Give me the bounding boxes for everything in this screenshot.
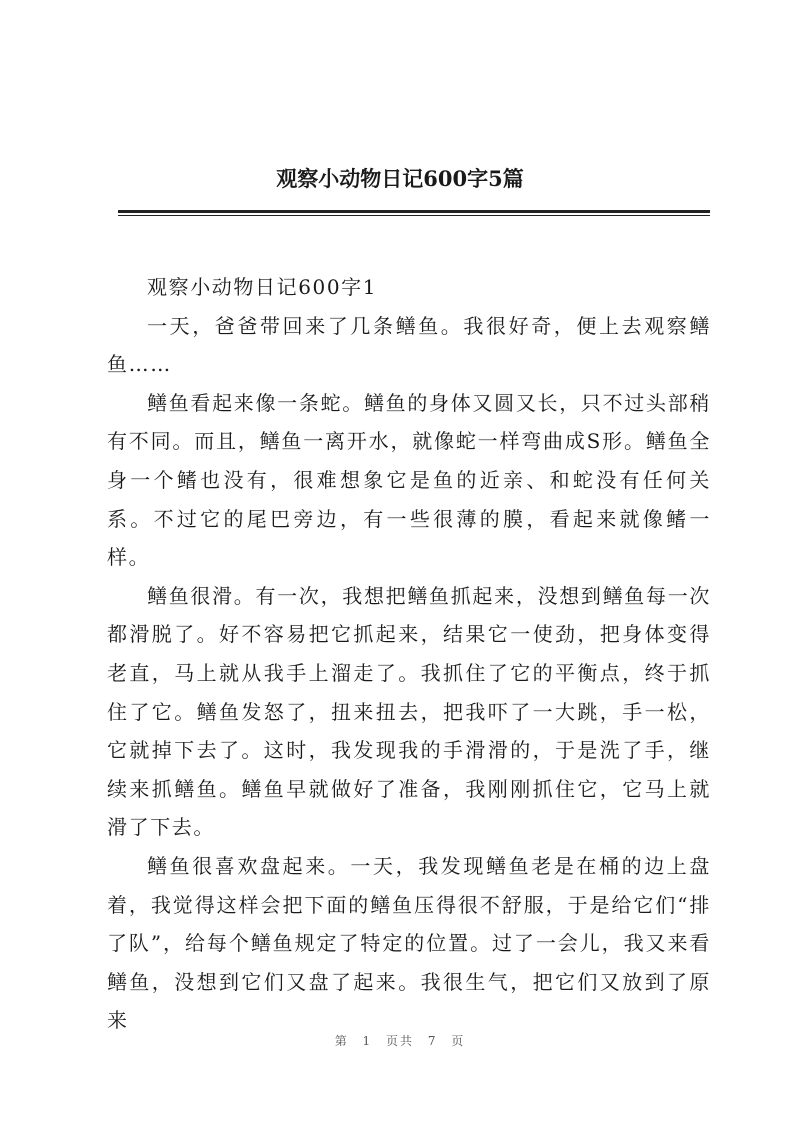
- paragraph-2: 鳝鱼看起来像一条蛇。鳝鱼的身体又圆又长，只不过头部稍有不同。而且，鳝鱼一离开水，就像蛇一样弯曲成S形。鳝鱼全身一个鳍也没有，很难想象它是鱼的近亲、和蛇没有任何关系。不过它的尾巴旁边，有一些很薄的膜，看起来就像鳍一样。: [107, 390, 711, 570]
- document-body: [107, 268, 711, 1040]
- paragraph-1: 一天，爸爸带回来了几条鳝鱼。我很好奇，便上去观察鳝鱼……: [107, 313, 711, 377]
- section-heading: 观察小动物日记600字1: [147, 275, 378, 299]
- document-title: 观察小动物日记600字5篇: [276, 166, 524, 191]
- title-divider: [118, 210, 710, 213]
- paragraph-3: 鳝鱼很滑。有一次，我想把鳝鱼抓起来，没想到鳝鱼每一次都滑脱了。好不容易把它抓起来，结果它一使劲，把身体变得老直，马上就从我手上溜走了。我抓住了它的平衡点，终于抓住了它。鳝鱼发怒了，扭来扭去，把我吓了一大跳，手一松，它就掉下去了。这时，我发现我的手滑滑的，于是洗了手，继续来抓鳝鱼。鳝鱼早就做好了准备，我刚刚抓住它，它马上就滑了下去。: [107, 583, 711, 840]
- paragraph-4: 鳝鱼很喜欢盘起来。一天，我发现鳝鱼老是在桶的边上盘着，我觉得这样会把下面的鳝鱼压得很不舒服，于是给它们“排了队”，给每个鳝鱼规定了特定的位置。过了一会儿，我又来看鳝鱼，没想到它们又盘了起来。我很生气，把它们又放到了原来: [107, 853, 711, 1033]
- page-number: 第 1 页共 7 页: [334, 1034, 466, 1048]
